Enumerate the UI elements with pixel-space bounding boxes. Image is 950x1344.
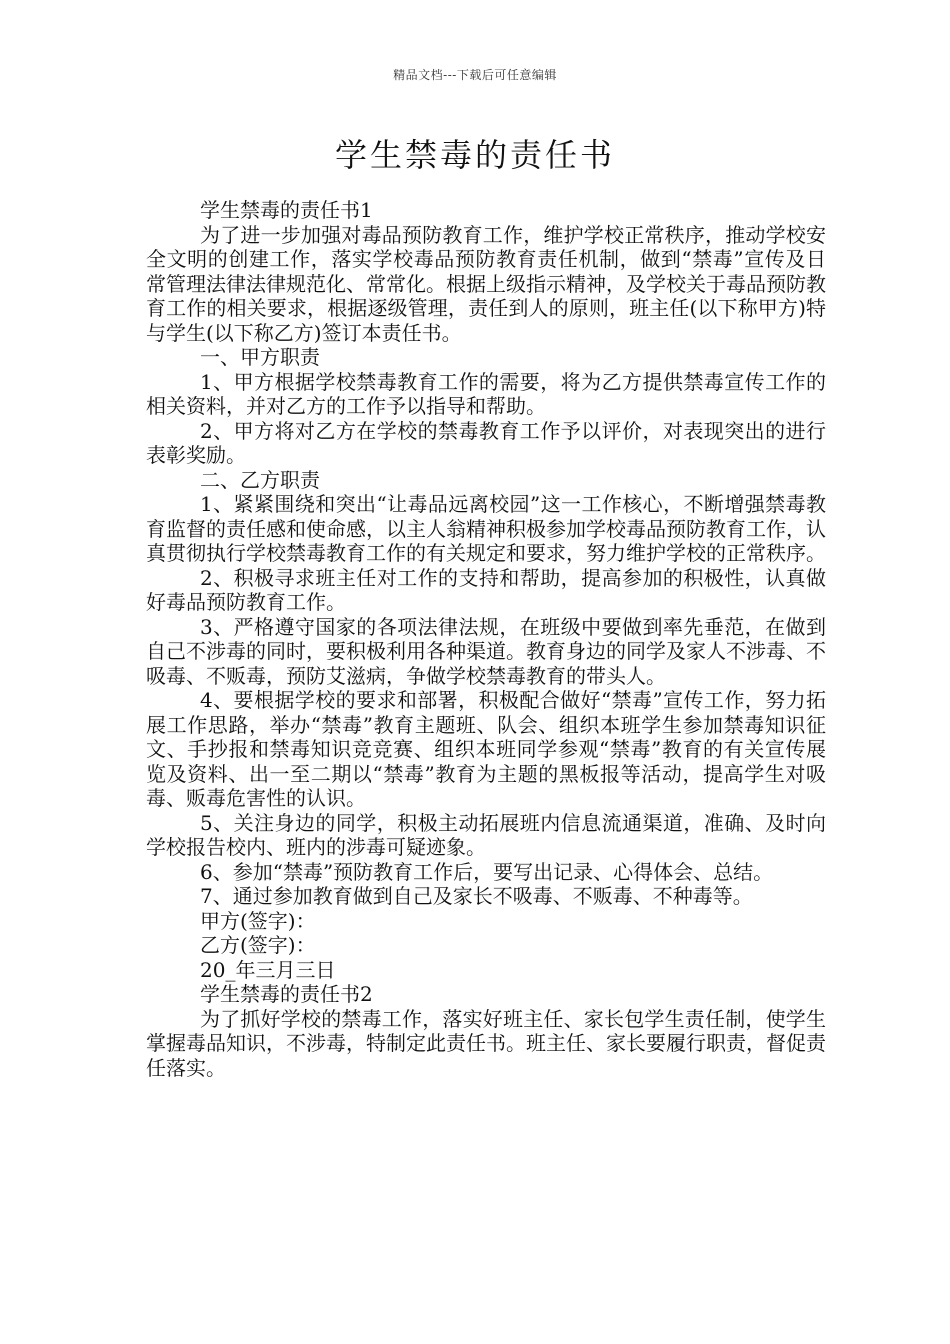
paragraph: 为了抓好学校的禁毒工作，落实好班主任、家长包学生责任制，使学生掌握毒品知识，不涉毒，特制定此责任书。班主任、家长要履行职责，督促责任落实。	[146, 1006, 826, 1080]
signature-line-party-a: 甲方(签字)：	[200, 908, 316, 933]
section-heading: 学生禁毒的责任书1	[200, 198, 373, 222]
section-heading: 一、甲方职责	[200, 345, 320, 369]
date-line: 20_年三月三日	[200, 957, 336, 982]
signature-line-party-b: 乙方(签字)：	[200, 933, 316, 957]
paragraph: 为了进一步加强对毒品预防教育工作，维护学校正常秩序，推动学校安全文明的创建工作，落实学校毒品预防教育责任机制，做到“禁毒”宣传及日常管理法律法律规范化、常常化。根据上级指示精神，及学校关于毒品预防教育工作的相关要求，根据逐级管理，责任到人的原则，班主任(以下称甲方)特与学生(以下称乙方)签订本责任书。	[146, 222, 826, 345]
paragraph: 1、甲方根据学校禁毒教育工作的需要，将为乙方提供禁毒宣传工作的相关资料，并对乙方的工作予以指导和帮助。	[146, 369, 826, 418]
paragraph: 1、紧紧围绕和突出“让毒品远离校园”这一工作核心，不断增强禁毒教育监督的责任感和使命感，以主人翁精神积极参加学校毒品预防教育工作，认真贯彻执行学校禁毒教育工作的有关规定和要求，努力维护学校的正常秩序。	[146, 492, 826, 565]
paragraph: 5、关注身边的同学，积极主动拓展班内信息流通渠道，准确、及时向学校报告校内、班内的涉毒可疑迹象。	[146, 810, 826, 859]
paragraph: 2、积极寻求班主任对工作的支持和帮助，提高参加的积极性，认真做好毒品预防教育工作。	[146, 565, 826, 614]
document-body	[146, 198, 826, 1080]
paragraph: 3、严格遵守国家的各项法律法规，在班级中要做到率先垂范，在做到自己不涉毒的同时，要积极利用各种渠道。教育身边的同学及家人不涉毒、不吸毒、不贩毒，预防艾滋病，争做学校禁毒教育的带头人。	[146, 614, 826, 688]
header-note: 精品文档---下载后可任意编辑	[393, 68, 557, 82]
section-heading: 二、乙方职责	[200, 467, 320, 492]
section-heading: 学生禁毒的责任书2	[200, 982, 373, 1006]
paragraph: 4、要根据学校的要求和部署，积极配合做好“禁毒”宣传工作，努力拓展工作思路，举办“禁毒”教育主题班、队会、组织本班学生参加禁毒知识征文、手抄报和禁毒知识竞竞赛、组织本班同学参观“禁毒”教育的有关宣传展览及资料、出一至二期以“禁毒”教育为主题的黑板报等活动，提高学生对吸毒、贩毒危害性的认识。	[146, 688, 826, 810]
document-title: 学生禁毒的责任书	[334, 136, 615, 174]
paragraph: 2、甲方将对乙方在学校的禁毒教育工作予以评价，对表现突出的进行表彰奖励。	[146, 418, 826, 467]
paragraph: 7、通过参加教育做到自己及家长不吸毒、不贩毒、不种毒等。	[200, 884, 753, 908]
paragraph: 6、参加“禁毒”预防教育工作后，要写出记录、心得体会、总结。	[200, 859, 774, 884]
